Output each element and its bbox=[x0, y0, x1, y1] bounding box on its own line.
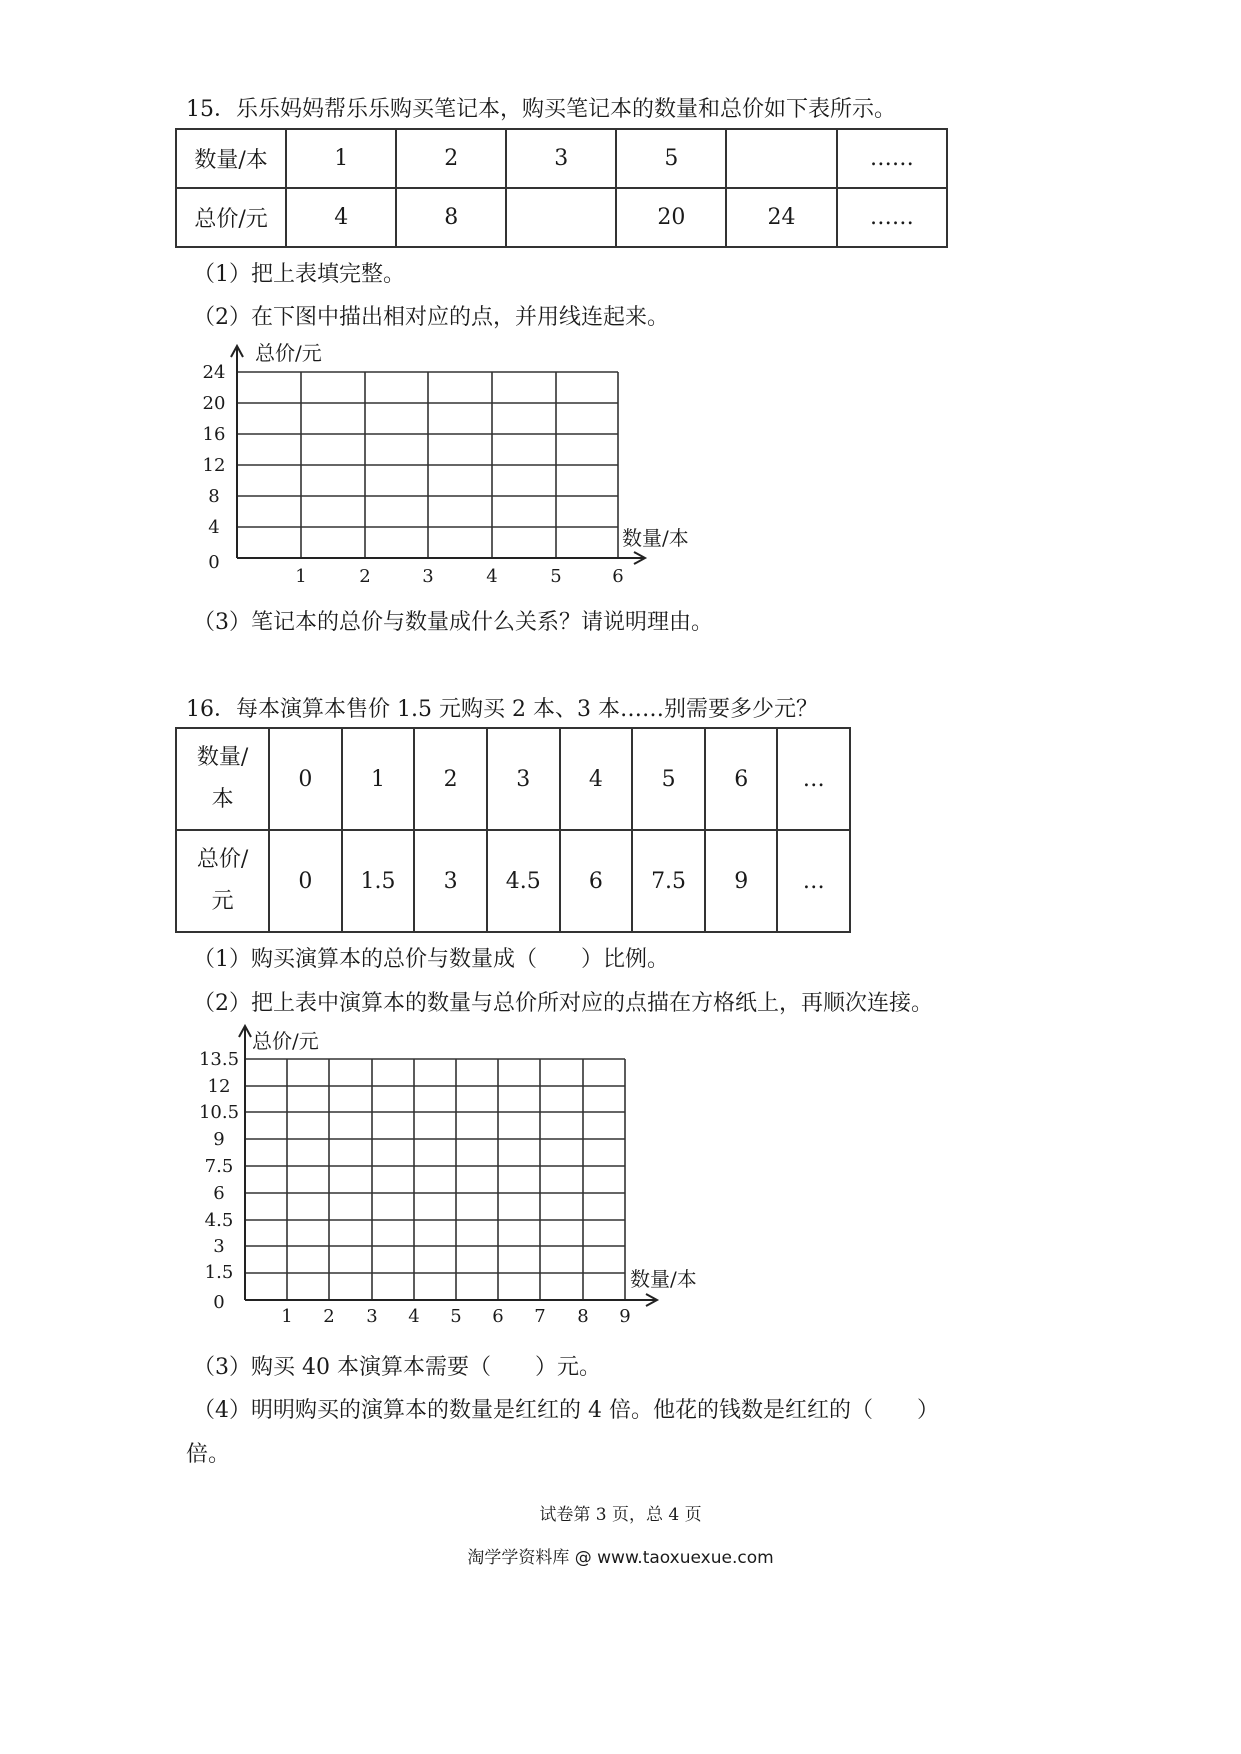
q15-title: 15．乐乐妈妈帮乐乐购买笔记本，购买笔记本的数量和总价如下表所示。 bbox=[186, 97, 896, 122]
q16-cell: 3 bbox=[414, 830, 486, 932]
q16-cell: 2 bbox=[414, 728, 486, 830]
q15-cell: 4 bbox=[286, 188, 396, 247]
q15-axes bbox=[231, 346, 645, 564]
q16-ytick: 1.5 bbox=[204, 1262, 234, 1283]
q16-ytick: 10.5 bbox=[198, 1102, 240, 1123]
q16-ytick: 13.5 bbox=[198, 1049, 240, 1070]
q16-row2-header bbox=[176, 830, 269, 932]
q16-row1-header bbox=[176, 728, 269, 830]
q15-ytick: 12 bbox=[202, 455, 226, 476]
q15-ytick: 24 bbox=[202, 362, 226, 383]
q16-cell: 3 bbox=[487, 728, 560, 830]
q15-ylabel: 总价/元 bbox=[255, 341, 322, 365]
q16-xtick: 9 bbox=[619, 1306, 631, 1327]
q15-cell: 1 bbox=[286, 129, 396, 188]
q15-cell: 8 bbox=[396, 188, 506, 247]
q16-cell: 9 bbox=[705, 830, 777, 932]
q16-grid bbox=[245, 1059, 625, 1299]
q16-ytick: 4.5 bbox=[204, 1210, 234, 1231]
q16-xtick: 3 bbox=[366, 1306, 378, 1327]
q15-xtick: 6 bbox=[612, 566, 624, 587]
q16-xtick: 8 bbox=[577, 1306, 589, 1327]
q15-blank-cell[interactable] bbox=[506, 188, 616, 247]
q15-xtick: 4 bbox=[486, 566, 498, 587]
q16-title: 16．每本演算本售价 1.5 元购买 2 本、3 本……别需要多少元？ bbox=[186, 697, 818, 722]
q16-header-line: 数量/ bbox=[196, 745, 249, 770]
q15-ytick: 0 bbox=[208, 552, 220, 573]
q16-header-line: 元 bbox=[211, 889, 234, 914]
q16-header-line: 本 bbox=[211, 787, 234, 812]
q15-xlabel: 数量/本 bbox=[622, 526, 689, 550]
q15-table bbox=[175, 128, 948, 248]
q16-ytick: 3 bbox=[213, 1236, 225, 1257]
q16-header-line: 总价/ bbox=[196, 847, 249, 872]
q16-xtick: 6 bbox=[492, 1306, 504, 1327]
q16-sub3: （3）购买 40 本演算本需要（ ）元。 bbox=[193, 1355, 601, 1380]
q16-sub4-line2: 倍。 bbox=[186, 1442, 231, 1467]
q15-cell: 20 bbox=[616, 188, 726, 247]
q15-cell: 5 bbox=[616, 129, 726, 188]
q15-sub1: （1）把上表填完整。 bbox=[193, 262, 405, 287]
q15-sub3: （3）笔记本的总价与数量成什么关系？请说明理由。 bbox=[193, 610, 713, 635]
q15-row1-header: 数量/本 bbox=[176, 129, 286, 188]
q16-ytick: 7.5 bbox=[204, 1156, 234, 1177]
q16-ytick: 6 bbox=[213, 1183, 225, 1204]
watermark: 淘学学资料库 @ www.taoxuexue.com bbox=[467, 1548, 774, 1568]
q16-xtick: 5 bbox=[450, 1306, 462, 1327]
q16-sub1: （1）购买演算本的总价与数量成（ ）比例。 bbox=[193, 947, 669, 972]
q15-sub2: （2）在下图中描出相对应的点，并用线连起来。 bbox=[193, 305, 669, 330]
q15-ytick: 8 bbox=[208, 486, 220, 507]
q15-cell: …… bbox=[837, 129, 947, 188]
q16-sub2: （2）把上表中演算本的数量与总价所对应的点描在方格纸上，再顺次连接。 bbox=[193, 991, 933, 1016]
q15-xtick: 5 bbox=[550, 566, 562, 587]
q16-ytick: 0 bbox=[213, 1292, 225, 1313]
q16-cell: 1.5 bbox=[342, 830, 415, 932]
q15-ytick: 20 bbox=[202, 393, 226, 414]
q16-cell: 4.5 bbox=[487, 830, 560, 932]
q16-cell: 7.5 bbox=[632, 830, 705, 932]
q15-cell: 3 bbox=[506, 129, 616, 188]
q16-cell: 5 bbox=[632, 728, 705, 830]
q16-ylabel: 总价/元 bbox=[252, 1029, 319, 1053]
q16-cell: 0 bbox=[269, 830, 341, 932]
q16-ytick: 9 bbox=[213, 1129, 225, 1150]
q16-cell: 6 bbox=[705, 728, 777, 830]
q16-cell: … bbox=[777, 728, 850, 830]
page-footer: 试卷第 3 页，总 4 页 bbox=[539, 1505, 702, 1525]
q15-ytick: 16 bbox=[202, 424, 226, 445]
q16-ytick: 12 bbox=[207, 1076, 231, 1097]
q15-ytick: 4 bbox=[208, 517, 220, 538]
q16-cell: 1 bbox=[342, 728, 415, 830]
q16-cell: 4 bbox=[560, 728, 632, 830]
q15-chart bbox=[190, 330, 710, 595]
q15-cell: 2 bbox=[396, 129, 506, 188]
q15-grid bbox=[237, 372, 618, 557]
q15-xtick: 3 bbox=[422, 566, 434, 587]
q15-blank-cell[interactable] bbox=[726, 129, 836, 188]
q15-row2-header: 总价/元 bbox=[176, 188, 286, 247]
q15-cell: 24 bbox=[726, 188, 836, 247]
q16-xtick: 7 bbox=[534, 1306, 546, 1327]
q16-cell: … bbox=[777, 830, 850, 932]
q16-cell: 0 bbox=[269, 728, 341, 830]
q15-xtick: 2 bbox=[359, 566, 371, 587]
q16-xtick: 1 bbox=[281, 1306, 293, 1327]
q15-xtick: 1 bbox=[295, 566, 307, 587]
q16-xtick: 4 bbox=[408, 1306, 420, 1327]
q16-chart bbox=[195, 1018, 715, 1333]
q16-xlabel: 数量/本 bbox=[630, 1267, 697, 1291]
q15-cell: …… bbox=[837, 188, 947, 247]
q16-cell: 6 bbox=[560, 830, 632, 932]
q16-xtick: 2 bbox=[323, 1306, 335, 1327]
q16-sub4-line1: （4）明明购买的演算本的数量是红红的 4 倍。他花的钱数是红红的（ ） bbox=[193, 1398, 939, 1423]
q16-table bbox=[175, 727, 851, 933]
